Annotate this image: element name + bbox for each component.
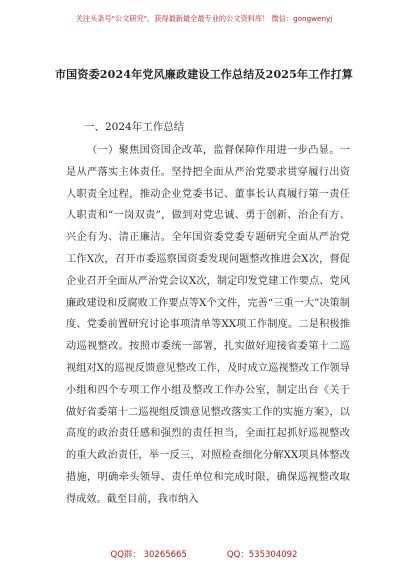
footer-contacts [0, 548, 408, 560]
document-title: 市国资委2024年党风廉政建设工作总结及2025年工作打算 [54, 68, 354, 81]
section-heading: 一、2024年工作总结 [84, 121, 185, 133]
document-body [66, 140, 350, 511]
qq-number: QQ：535304092 [226, 550, 298, 560]
qq-group-number: QQ群： 30265665 [110, 550, 187, 560]
body-paragraph: （一）聚焦国资国企改革，监督保障作用进一步凸显。一是从严落实主体责任。坚持把全面从严治党要求贯穿履行出资人职责全过程，推动企业党委书记、董事长认真履行第一责任人职责和“一岗双责”，做到对党忠诚、勇于创新、治企有方、兴企有为、清正廉洁。全年国资委党委专题研究全面从严治党工作X次，召开市委巡察国资委发现问题整改推进会X次，督促企业召开全面从严治党会议X次，制定印发党建工作要点、党风廉政建设和反腐败工作要点等X个文件，完善“三重一大”决策制度、党委前置研究讨论事项清单等XX项工作制度。二是积极推动巡视整改。按照市委统一部署，扎实做好迎接省委第十二巡视组对X的巡视反馈意见整改工作，及时成立巡视整改工作领导小组和四个专项工作小组及整改工作办公室，制定出台《关于做好省委第十二巡视组反馈意见整改落实工作的实施方案》，以高度的政治责任感和强烈的责任担当，全面扛起抓好巡视整改的重大政治责任，举一反三，对照检查细化分解XX项具体整改措施，明确牵头领导、责任单位和完成时限，确保巡视整改取得成效。截至目前，我市纳入 [66, 145, 350, 505]
header-note: 关注头条号"公文研究"，获得最新最全最专业的公文资料库！ 微信：gongwenyj [75, 14, 333, 23]
